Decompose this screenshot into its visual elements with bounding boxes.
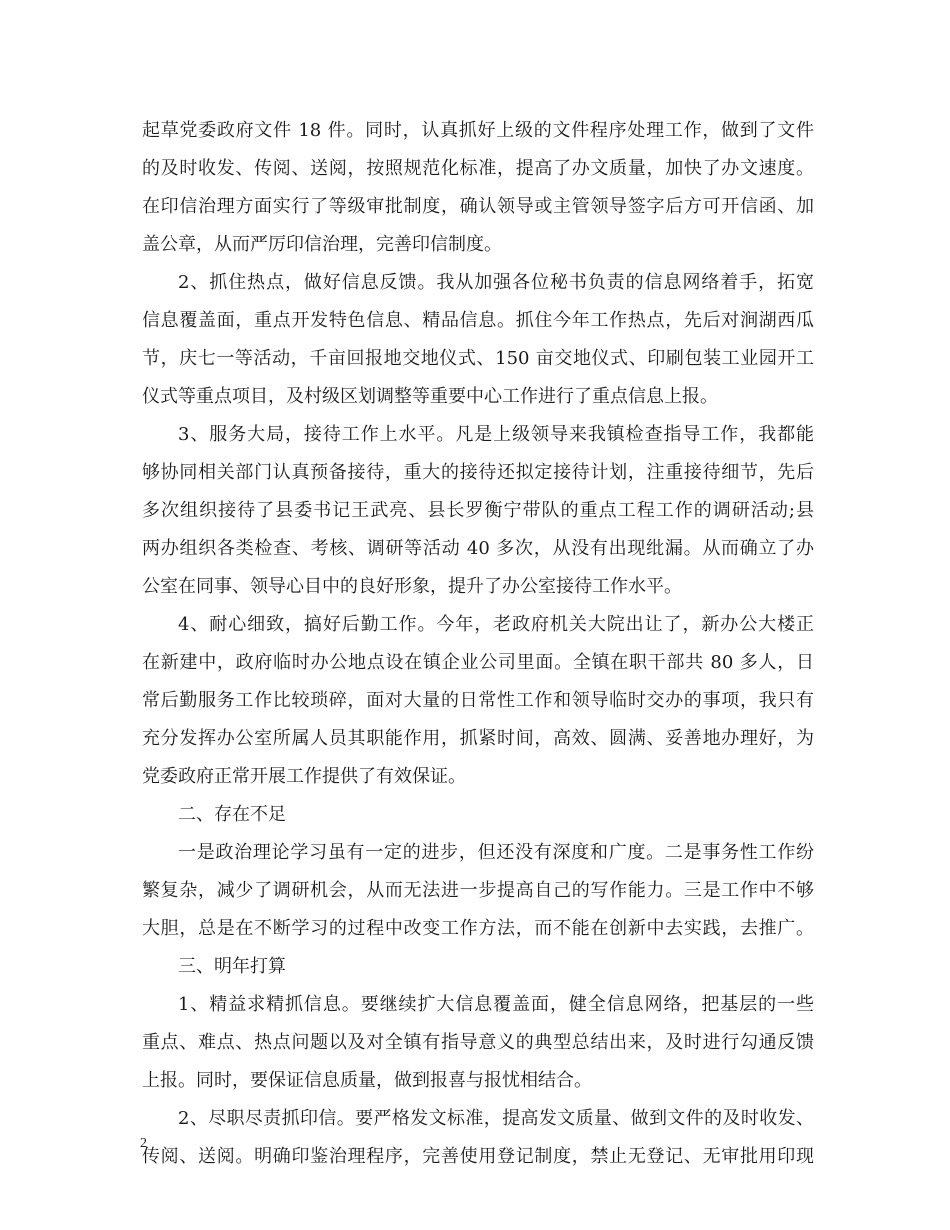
text-line: 盖公章，从而严厉印信治理，完善印信制度。 [142, 234, 502, 255]
text-line: 党委政府正常开展工作提供了有效保证。 [142, 766, 466, 787]
document-body [142, 112, 814, 1176]
text-line: 传阅、送阅。明确印鉴治理程序，完善使用登记制度，禁止无登记、无审批用印现 [142, 1146, 814, 1167]
text-line: 上报。同时，要保证信息质量，做到报喜与报忧相结合。 [142, 1070, 592, 1091]
section-heading: 二、存在不足 [178, 804, 286, 825]
text-line: 常后勤服务工作比较琐碎，面对大量的日常性工作和领导临时交办的事项，我只有 [142, 690, 814, 711]
text-line: 起草党委政府文件 18 件。同时，认真抓好上级的文件程序处理工作，做到了文件 [142, 120, 814, 141]
text-line: 多次组织接待了县委书记王武亮、县长罗衡宁带队的重点工程工作的调研活动;县 [142, 500, 814, 521]
text-line: 2、抓住热点，做好信息反馈。我从加强各位秘书负责的信息网络着手，拓宽 [178, 272, 814, 293]
text-line: 重点、难点、热点问题以及对全镇有指导意义的典型总结出来，及时进行勾通反馈 [142, 1032, 814, 1053]
text-line: 2、尽职尽责抓印信。要严格发文标准，提高发文质量、做到文件的及时收发、 [178, 1108, 814, 1129]
text-line: 繁复杂，减少了调研机会，从而无法进一步提高自己的写作能力。三是工作中不够 [142, 880, 814, 901]
text-line: 在印信治理方面实行了等级审批制度，确认领导或主管领导签字后方可开信函、加 [142, 196, 814, 217]
text-line: 1、精益求精抓信息。要继续扩大信息覆盖面，健全信息网络，把基层的一些 [178, 994, 814, 1015]
text-line: 节，庆七一等活动，千亩回报地交地仪式、150 亩交地仪式、印刷包装工业园开工 [142, 348, 814, 369]
text-line: 够协同相关部门认真预备接待，重大的接待还拟定接待计划，注重接待细节，先后 [142, 462, 814, 483]
text-line: 3、服务大局，接待工作上水平。凡是上级领导来我镇检查指导工作，我都能 [178, 424, 814, 445]
text-line: 公室在同事、领导心目中的良好形象，提升了办公室接待工作水平。 [142, 576, 682, 597]
text-line: 大胆，总是在不断学习的过程中改变工作方法，而不能在创新中去实践，去推广。 [142, 918, 814, 939]
section-heading: 三、明年打算 [178, 956, 286, 977]
page-number: 2 [140, 1136, 147, 1151]
text-line: 在新建中，政府临时办公地点设在镇企业公司里面。全镇在职干部共 80 多人，日 [142, 652, 814, 673]
text-line: 的及时收发、传阅、送阅，按照规范化标准，提高了办文质量，加快了办文速度。 [142, 158, 814, 179]
text-line: 充分发挥办公室所属人员其职能作用，抓紧时间，高效、圆满、妥善地办理好，为 [142, 728, 814, 749]
text-line: 一是政治理论学习虽有一定的进步，但还没有深度和广度。二是事务性工作纷 [178, 842, 814, 863]
text-line: 仪式等重点项目，及村级区划调整等重要中心工作进行了重点信息上报。 [142, 386, 718, 407]
text-line: 信息覆盖面，重点开发特色信息、精品信息。抓住今年工作热点，先后对涧湖西瓜 [142, 310, 814, 331]
text-line: 两办组织各类检查、考核、调研等活动 40 多次，从没有出现纰漏。从而确立了办 [142, 538, 814, 559]
text-line: 4、耐心细致，搞好后勤工作。今年，老政府机关大院出让了，新办公大楼正 [178, 614, 814, 635]
